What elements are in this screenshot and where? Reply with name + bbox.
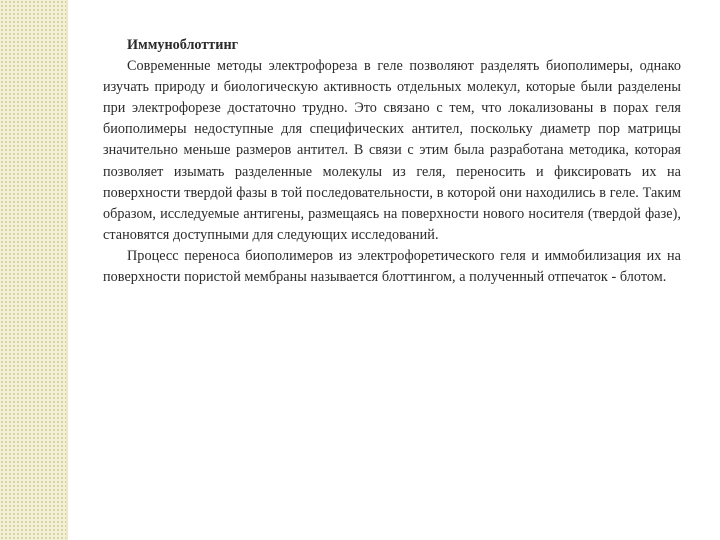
paragraph-blotting-definition: Процесс переноса биополимеров из электрофоретического геля и иммобилизация их на поверхности пористой мембраны называется блоттингом, а полученный отпечаток - блотом. xyxy=(103,247,681,286)
text-body xyxy=(103,35,681,288)
side-strip-divider xyxy=(66,0,68,540)
decorative-side-strip xyxy=(0,0,66,540)
section-heading: Иммуноблоттинг xyxy=(127,37,239,53)
paragraph-intro: Современные методы электрофореза в геле позволяют разделять биополимеры, однако изучать природу и биологическую активность отдельных молекул, которые были разделены при электрофорезе достаточно трудно. Это связано с тем, что локализованы в порах геля биополимеры недоступные для специфических антител, поскольку диаметр пор матрицы значительно меньше размеров антител. В связи с этим была разработана методика, которая позволяет изымать разделенные молекулы из геля, переносить и фиксировать их на поверхности твердой фазы в той последовательности, в которой они находились в геле. Таким образом, исследуемые антигены, размещаясь на поверхности нового носителя (твердой фазе), становятся доступными для следующих исследований. xyxy=(103,58,681,243)
